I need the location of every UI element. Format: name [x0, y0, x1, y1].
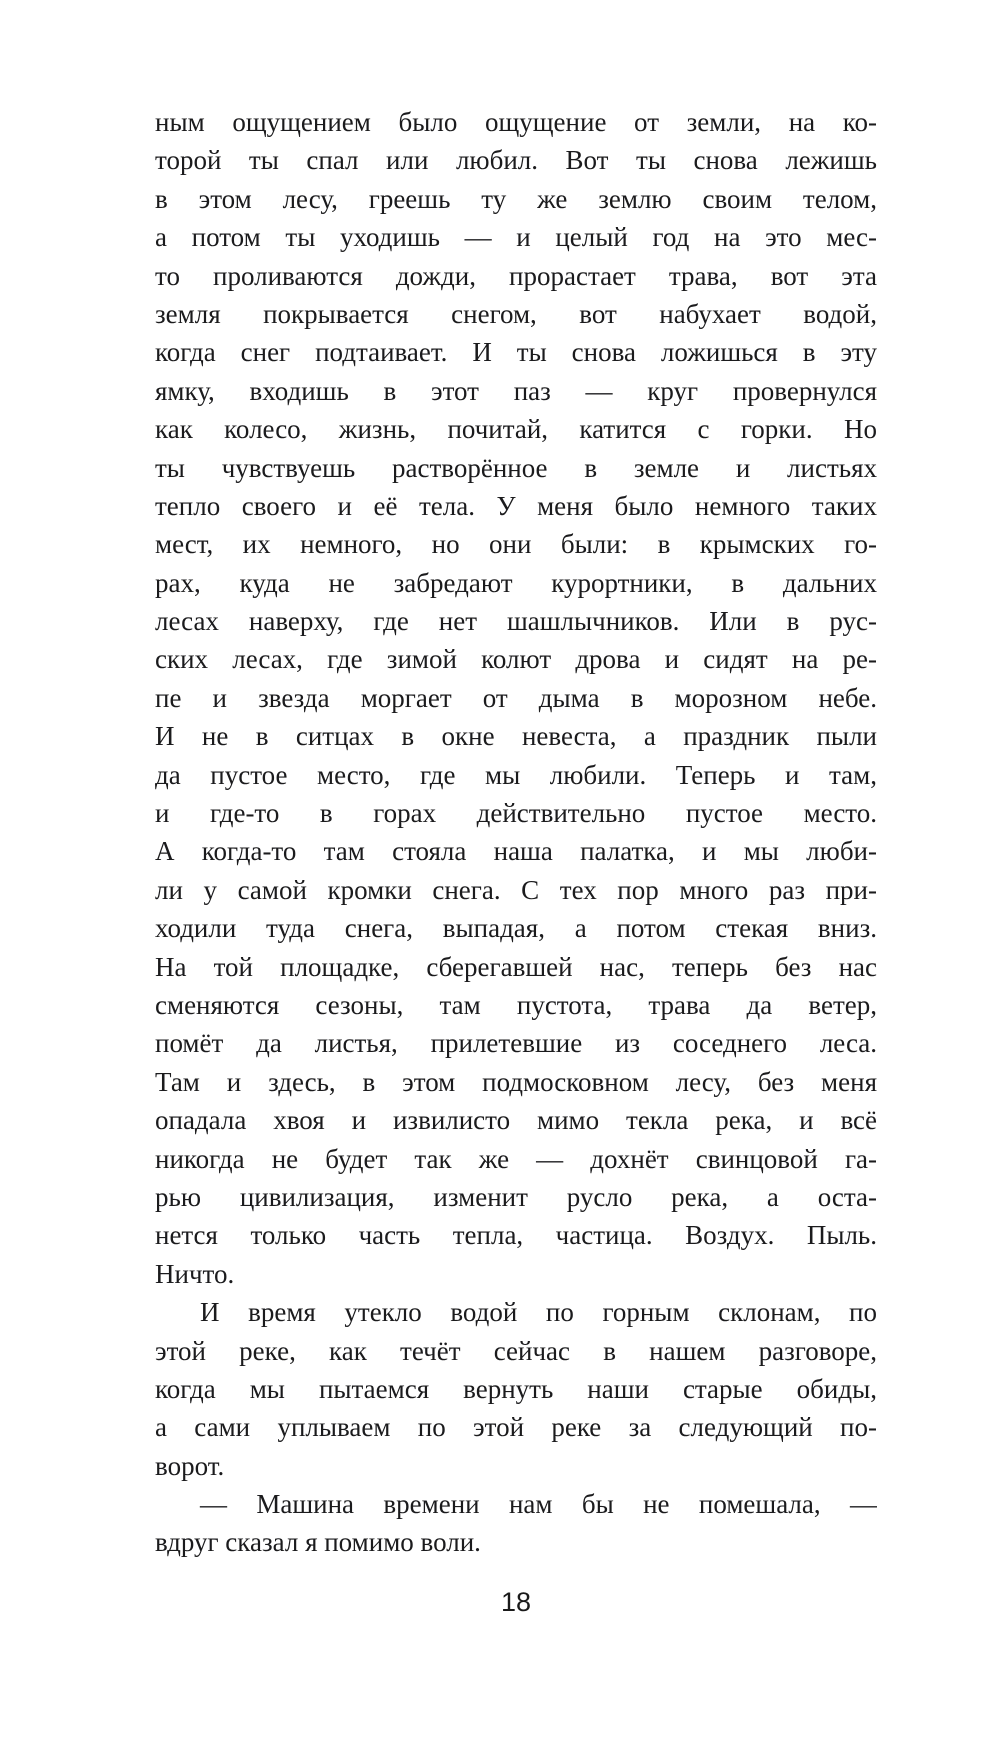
text-line: и где-то в горах действительно пустое место. [155, 798, 877, 829]
text-line: вдруг сказал я помимо воли. [155, 1527, 481, 1558]
text-line: этой реке, как течёт сейчас в нашем разговоре, [155, 1335, 877, 1366]
text-line: сменяются сезоны, там пустота, трава да ветер, [155, 989, 877, 1020]
text-line: Там и здесь, в этом подмосковном лесу, без меня [155, 1066, 877, 1097]
paragraph [155, 1485, 877, 1562]
text-line: Ничто. [155, 1258, 235, 1289]
paragraph [155, 1293, 877, 1485]
text-line: А когда-то там стояла наша палатка, и мы люби- [155, 836, 877, 867]
text-line: когда снег подтаивает. И ты снова ложишься в эту [155, 337, 877, 368]
text-line: ходили туда снега, выпадая, а потом стекая вниз. [155, 913, 877, 944]
text-line: а сами уплываем по этой реке за следующий по- [155, 1412, 877, 1443]
text-line: пе и звезда моргает от дыма в морозном небе. [155, 682, 877, 713]
text-line: рах, куда не забредают курортники, в дальних [155, 567, 877, 598]
text-line: На той площадке, сберегавшей нас, теперь без нас [155, 951, 877, 982]
text-line: И время утекло водой по горным склонам, по [200, 1297, 877, 1328]
text-block [155, 103, 877, 1562]
text-line: помёт да листья, прилетевшие из соседнего леса. [155, 1028, 877, 1059]
text-line: ным ощущением было ощущение от земли, на ко- [155, 107, 877, 137]
text-line: рью цивилизация, изменит русло река, а оста- [155, 1181, 877, 1212]
text-line: тепло своего и её тела. У меня было немного таких [155, 490, 877, 521]
text-line: ских лесах, где зимой колют дрова и сидят на ре- [155, 644, 877, 675]
text-line: мест, их немного, но они были: в крымских го- [155, 529, 877, 560]
text-line: да пустое место, где мы любили. Теперь и там, [155, 759, 877, 790]
text-line: — Машина времени нам бы не помешала, — [200, 1489, 877, 1520]
text-line: а потом ты уходишь — и целый год на это мес- [155, 222, 877, 253]
text-line: ворот. [155, 1450, 225, 1481]
text-line: ты чувствуешь растворённое в земле и листьях [155, 452, 877, 483]
text-line: земля покрывается снегом, вот набухает водой, [155, 298, 877, 329]
text-line: в этом лесу, греешь ту же землю своим телом, [155, 183, 877, 214]
paragraph [155, 103, 877, 1293]
text-line: лесах наверху, где нет шашлычников. Или в рус- [155, 606, 877, 637]
text-line: когда мы пытаемся вернуть наши старые обиды, [155, 1373, 877, 1404]
text-line: опадала хвоя и извилисто мимо текла река, и всё [155, 1105, 877, 1136]
text-line: как колесо, жизнь, почитай, катится с горки. Но [155, 414, 877, 445]
text-line: нется только часть тепла, частица. Воздух. Пыль. [155, 1220, 877, 1251]
text-line: ямку, входишь в этот паз — круг провернулся [155, 375, 877, 406]
text-line: И не в ситцах в окне невеста, а праздник пыли [155, 721, 877, 752]
text-line: ли у самой кромки снега. С тех пор много раз при- [155, 874, 877, 905]
text-line: торой ты спал или любил. Вот ты снова лежишь [155, 145, 877, 176]
text-line: никогда не будет так же — дохнёт свинцовой га- [155, 1143, 877, 1174]
text-line: то проливаются дожди, прорастает трава, вот эта [155, 260, 877, 291]
page-number: 18 [500, 1587, 532, 1617]
